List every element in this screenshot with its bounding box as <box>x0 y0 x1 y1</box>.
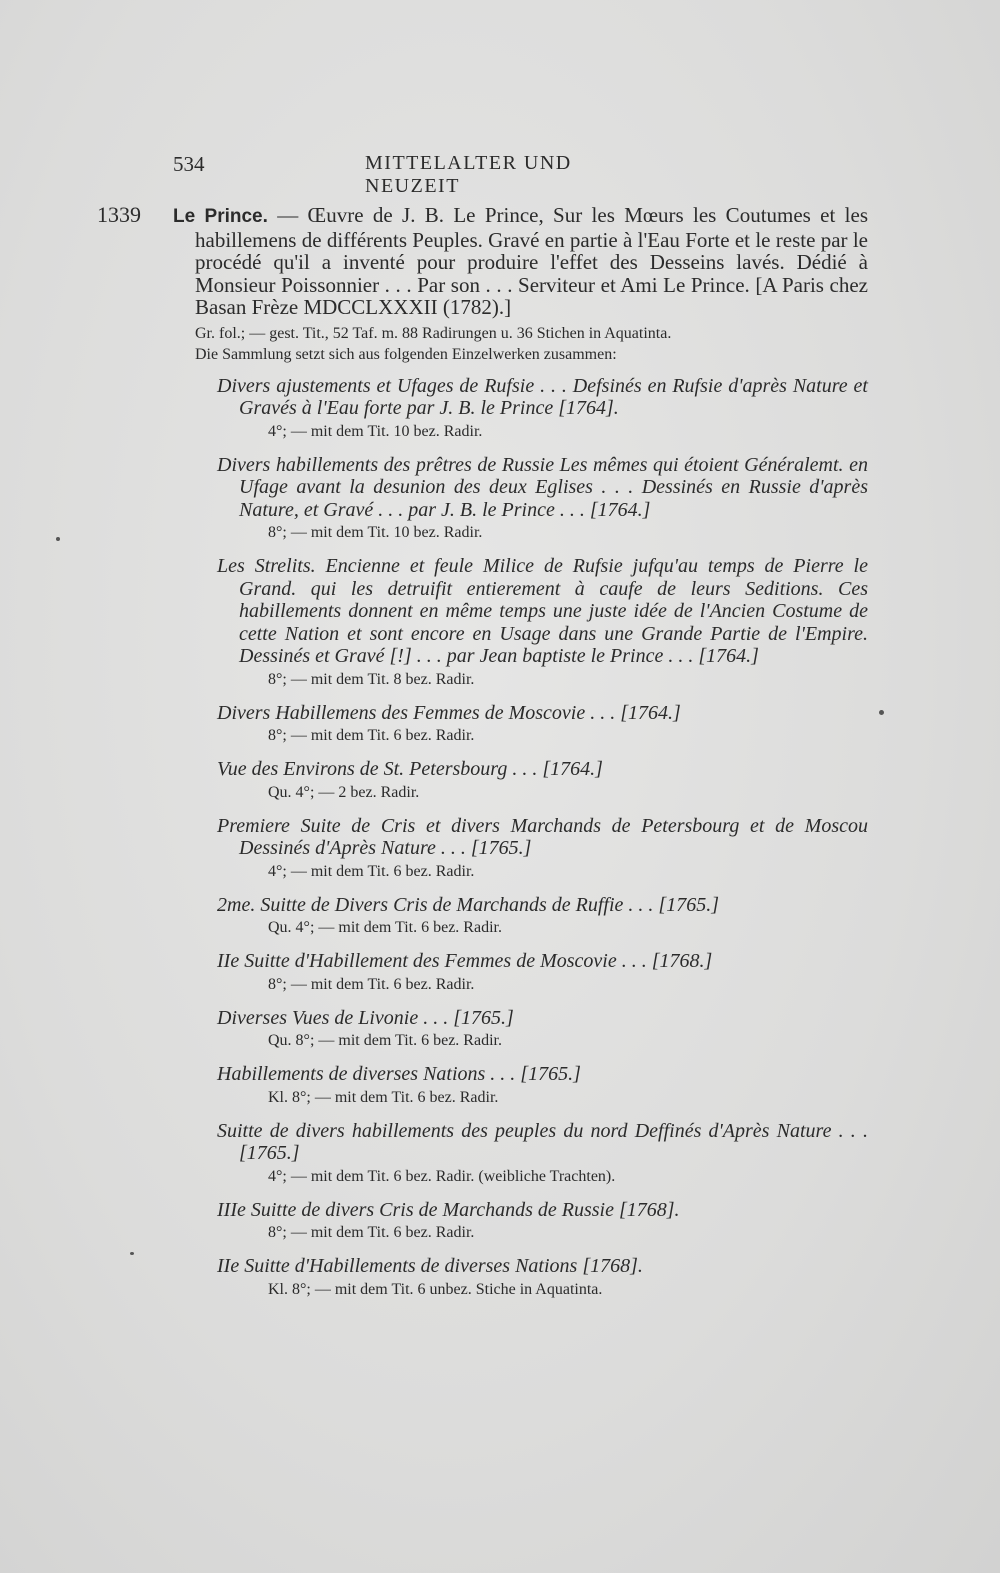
print-speck <box>56 537 60 541</box>
page-number: 534 <box>173 152 205 176</box>
entry-title: — Œuvre de J. B. Le Prince, Sur les Mœurs les Coutumes et les habillemens de différents Peuples. Gravé en partie à l'Eau Forte et le reste par le procédé qu'il a inventé pour produire l'effet des Desseins lavés. Dédié à Monsieur Poissonnier . . . Par son . . . Serviteur et Ami Le Prince. [A Paris chez Basan Frèze MDCCLXXXII (1782).] <box>195 203 868 319</box>
work-title: Diverses Vues de Livonie . . . [1765.] <box>217 1006 514 1029</box>
entry-number: 1339 <box>97 202 141 227</box>
print-speck <box>130 1252 134 1255</box>
entry-name: Le Prince. <box>173 206 268 227</box>
work-format: 8°; — mit dem Tit. 6 bez. Radir. <box>268 727 475 744</box>
work-format: 8°; — mit dem Tit. 8 bez. Radir. <box>268 670 475 688</box>
work-format: 8°; — mit dem Tit. 6 bez. Radir. <box>268 975 475 993</box>
work-item <box>173 1063 868 1108</box>
page-header <box>173 152 673 197</box>
work-title: 2me. Suitte de Divers Cris de Marchands de Ruffie . . . [1765.] <box>217 893 719 916</box>
work-title: Divers Habillemens des Femmes de Moscovie . . . [1764.] <box>217 701 681 724</box>
work-item <box>173 815 868 882</box>
work-format: Qu. 4°; — 2 bez. Radir. <box>268 783 420 801</box>
entry-note: Die Sammlung setzt sich aus folgenden Einzelwerken zusammen: <box>195 345 617 363</box>
work-item <box>173 454 868 544</box>
work-item <box>173 702 868 747</box>
work-item <box>173 555 868 690</box>
work-format: 8°; — mit dem Tit. 10 bez. Radir. <box>268 524 483 541</box>
work-item <box>173 950 868 995</box>
work-title: Les Strelits. Encienne et feule Milice de Rufsie jufqu'au temps de Pierre le Grand. qui les detruifit entierement à caufe de leurs Seditions. Ces habillements donnent en même temps une juste idée de l'Ancien Costume de cette Nation et sont encore en Usage dans une Grande Partie de l'Empire. Dessinés et Gravé [!] . . . par Jean baptiste le Prince . . . [1764.] <box>217 555 868 667</box>
running-head: MITTELALTER UND NEUZEIT <box>365 152 572 197</box>
work-title: IIe Suitte d'Habillements de diverses Nations [1768]. <box>217 1255 643 1277</box>
work-item <box>173 1007 868 1052</box>
print-speck <box>879 710 884 715</box>
work-format: 4°; — mit dem Tit. 6 bez. Radir. <box>268 862 475 880</box>
work-format: Qu. 4°; — mit dem Tit. 6 bez. Radir. <box>268 919 502 936</box>
entry-format: Gr. fol.; — gest. Tit., 52 Taf. m. 88 Radirungen u. 36 Stichen in Aquatinta. <box>195 324 672 342</box>
catalogue-entry <box>97 202 868 1312</box>
work-title: Habillements de diverses Nations . . . [1765.] <box>217 1063 581 1085</box>
work-title: IIe Suitte d'Habillement des Femmes de Moscovie . . . [1768.] <box>217 950 713 972</box>
work-item <box>173 758 868 803</box>
work-title: Premiere Suite de Cris et divers Marchands de Petersbourg et de Moscou Dessinés d'Après Nature . . . [1765.] <box>217 814 868 859</box>
work-title: Vue des Environs de St. Petersbourg . . . [1764.] <box>217 758 603 780</box>
work-item <box>173 1199 868 1244</box>
work-format: Qu. 8°; — mit dem Tit. 6 bez. Radir. <box>268 1032 502 1049</box>
work-title: Suitte de divers habillements des peuples du nord Deffinés d'Après Nature . . . [1765.] <box>217 1119 868 1164</box>
work-item <box>173 1255 868 1300</box>
work-format: 4°; — mit dem Tit. 6 bez. Radir. (weibliche Trachten). <box>268 1167 616 1185</box>
work-title: Divers ajustements et Ufages de Rufsie . . . Defsinés en Rufsie d'après Nature et Gravés à l'Eau forte par J. B. le Prince [1764]. <box>217 374 868 419</box>
work-title: IIIe Suitte de divers Cris de Marchands de Russie [1768]. <box>217 1198 680 1221</box>
work-format: Kl. 8°; — mit dem Tit. 6 unbez. Stiche in Aquatinta. <box>268 1280 603 1298</box>
work-format: 4°; — mit dem Tit. 10 bez. Radir. <box>268 422 483 440</box>
work-item <box>173 894 868 939</box>
work-format: Kl. 8°; — mit dem Tit. 6 bez. Radir. <box>268 1088 499 1106</box>
works-list <box>173 375 868 1300</box>
entry-heading <box>97 202 868 319</box>
work-format: 8°; — mit dem Tit. 6 bez. Radir. <box>268 1224 475 1241</box>
work-item <box>173 375 868 442</box>
work-item <box>173 1120 868 1187</box>
work-title: Divers habillements des prêtres de Russie Les mêmes qui étoient Généralemt. en Ufage avant la desunion des deux Eglises . . . Dessinés en Russie d'après Nature, et Gravé . . . par J. B. le Prince . . . [1764.] <box>217 453 868 521</box>
